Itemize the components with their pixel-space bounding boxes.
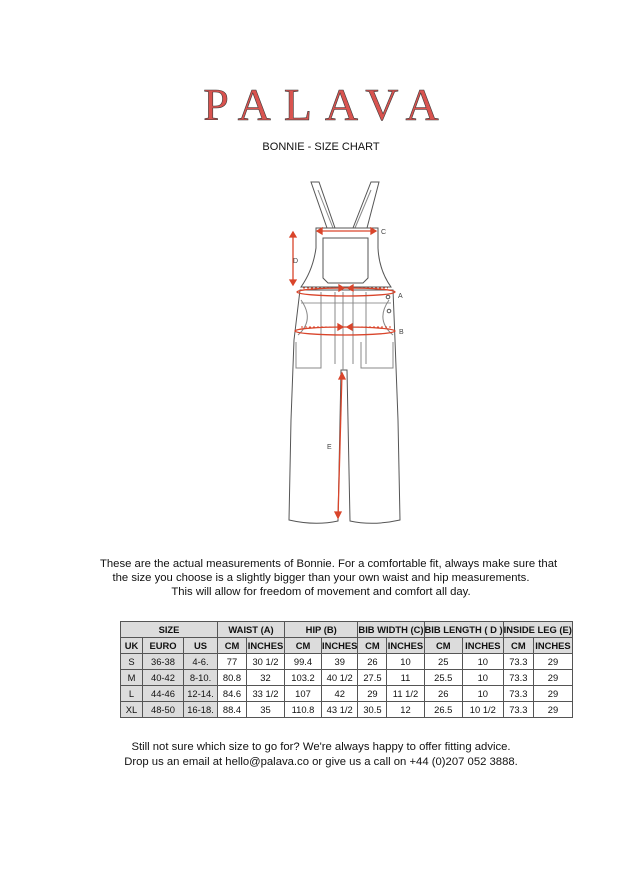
table-row — [121, 686, 573, 702]
column-header: INCHES — [322, 638, 358, 654]
group-header-hip: HIP (B) — [285, 622, 358, 638]
column-header: CM — [285, 638, 322, 654]
table-cell: L — [121, 686, 143, 702]
table-cell: 10 — [387, 654, 424, 670]
table-cell: 103.2 — [285, 670, 322, 686]
table-cell: 29 — [534, 702, 573, 718]
table-cell: 107 — [285, 686, 322, 702]
column-header: CM — [503, 638, 533, 654]
table-cell: 12 — [387, 702, 424, 718]
column-header: EURO — [143, 638, 184, 654]
table-cell: 40-42 — [143, 670, 184, 686]
table-cell: 10 — [463, 686, 504, 702]
group-header-row — [121, 622, 573, 638]
table-cell: 99.4 — [285, 654, 322, 670]
table-cell: 10 1/2 — [463, 702, 504, 718]
table-cell: 40 1/2 — [322, 670, 358, 686]
table-cell: 73.3 — [503, 654, 533, 670]
table-cell: 26 — [424, 686, 462, 702]
outro-line: Still not sure which size to go for? We're always happy to offer fitting advice. — [131, 741, 511, 753]
table-cell: 39 — [322, 654, 358, 670]
column-header: US — [184, 638, 218, 654]
table-cell: 26 — [358, 654, 387, 670]
contact-text — [100, 740, 542, 770]
table-cell: 10 — [463, 654, 504, 670]
table-cell: S — [121, 654, 143, 670]
table-cell: 43 1/2 — [322, 702, 358, 718]
label-d: D — [293, 258, 299, 265]
bib-pocket — [323, 238, 368, 283]
label-a: A — [398, 293, 403, 300]
table-cell: 30 1/2 — [247, 654, 285, 670]
intro-line: This will allow for freedom of movement and comfort all day. — [171, 586, 471, 598]
table-cell: 44-46 — [143, 686, 184, 702]
label-e: E — [327, 444, 332, 451]
table-cell: 25 — [424, 654, 462, 670]
group-header-bib-width: BIB WIDTH (C) — [358, 622, 424, 638]
group-header-bib-length: BIB LENGTH ( D ) — [424, 622, 503, 638]
table-cell: 32 — [247, 670, 285, 686]
table-cell: 73.3 — [503, 702, 533, 718]
column-header: INCHES — [534, 638, 573, 654]
table-cell: 29 — [534, 670, 573, 686]
table-cell: 8-10. — [184, 670, 218, 686]
left-strap — [311, 182, 335, 228]
label-c: C — [381, 229, 387, 236]
table-cell: 16-18. — [184, 702, 218, 718]
table-cell: 73.3 — [503, 670, 533, 686]
table-cell: M — [121, 670, 143, 686]
table-cell: 12-14. — [184, 686, 218, 702]
table-cell: 110.8 — [285, 702, 322, 718]
column-header: CM — [358, 638, 387, 654]
column-header: INCHES — [463, 638, 504, 654]
brand-logo: PALAVA — [203, 79, 452, 130]
group-header-size: SIZE — [121, 622, 218, 638]
table-cell: 27.5 — [358, 670, 387, 686]
table-cell: 10 — [463, 670, 504, 686]
size-chart-table — [120, 621, 573, 718]
group-header-inside-leg: INSIDE LEG (E) — [503, 622, 572, 638]
right-strap — [353, 182, 379, 228]
table-cell: 35 — [247, 702, 285, 718]
column-header-row — [121, 638, 573, 654]
table-cell: 48-50 — [143, 702, 184, 718]
outro-line: Drop us an email at hello@palava.co or give us a call on +44 (0)207 052 3888. — [124, 756, 518, 768]
column-header: CM — [218, 638, 247, 654]
table-cell: 11 1/2 — [387, 686, 424, 702]
table-cell: 33 1/2 — [247, 686, 285, 702]
dungaree-diagram — [243, 170, 438, 540]
table-cell: 11 — [387, 670, 424, 686]
bib-outline — [301, 228, 391, 287]
table-row — [121, 654, 573, 670]
table-cell: 88.4 — [218, 702, 247, 718]
table-cell: 26.5 — [424, 702, 462, 718]
page-title: BONNIE - SIZE CHART — [262, 141, 380, 153]
table-cell: 84.6 — [218, 686, 247, 702]
table-cell: XL — [121, 702, 143, 718]
label-b: B — [399, 329, 404, 336]
table-cell: 29 — [358, 686, 387, 702]
table-cell: 36-38 — [143, 654, 184, 670]
table-cell: 80.8 — [218, 670, 247, 686]
group-header-waist: WAIST (A) — [218, 622, 285, 638]
column-header: INCHES — [387, 638, 424, 654]
column-header: UK — [121, 638, 143, 654]
intro-text — [100, 557, 558, 599]
column-header: CM — [424, 638, 462, 654]
table-cell: 73.3 — [503, 686, 533, 702]
table-cell: 29 — [534, 654, 573, 670]
measure-e-line — [338, 373, 342, 518]
table-cell: 77 — [218, 654, 247, 670]
table-row — [121, 670, 573, 686]
table-row — [121, 702, 573, 718]
table-cell: 29 — [534, 686, 573, 702]
table-cell: 42 — [322, 686, 358, 702]
table-cell: 25.5 — [424, 670, 462, 686]
measure-a-ellipse — [297, 288, 395, 296]
intro-line: These are the actual measurements of Bonnie. For a comfortable fit, always make sure that — [100, 558, 558, 570]
intro-line: the size you choose is a slightly bigger than your own waist and hip measurements. — [112, 572, 530, 584]
column-header: INCHES — [247, 638, 285, 654]
measure-b-ellipse — [295, 327, 395, 335]
table-cell: 4-6. — [184, 654, 218, 670]
table-cell: 30.5 — [358, 702, 387, 718]
